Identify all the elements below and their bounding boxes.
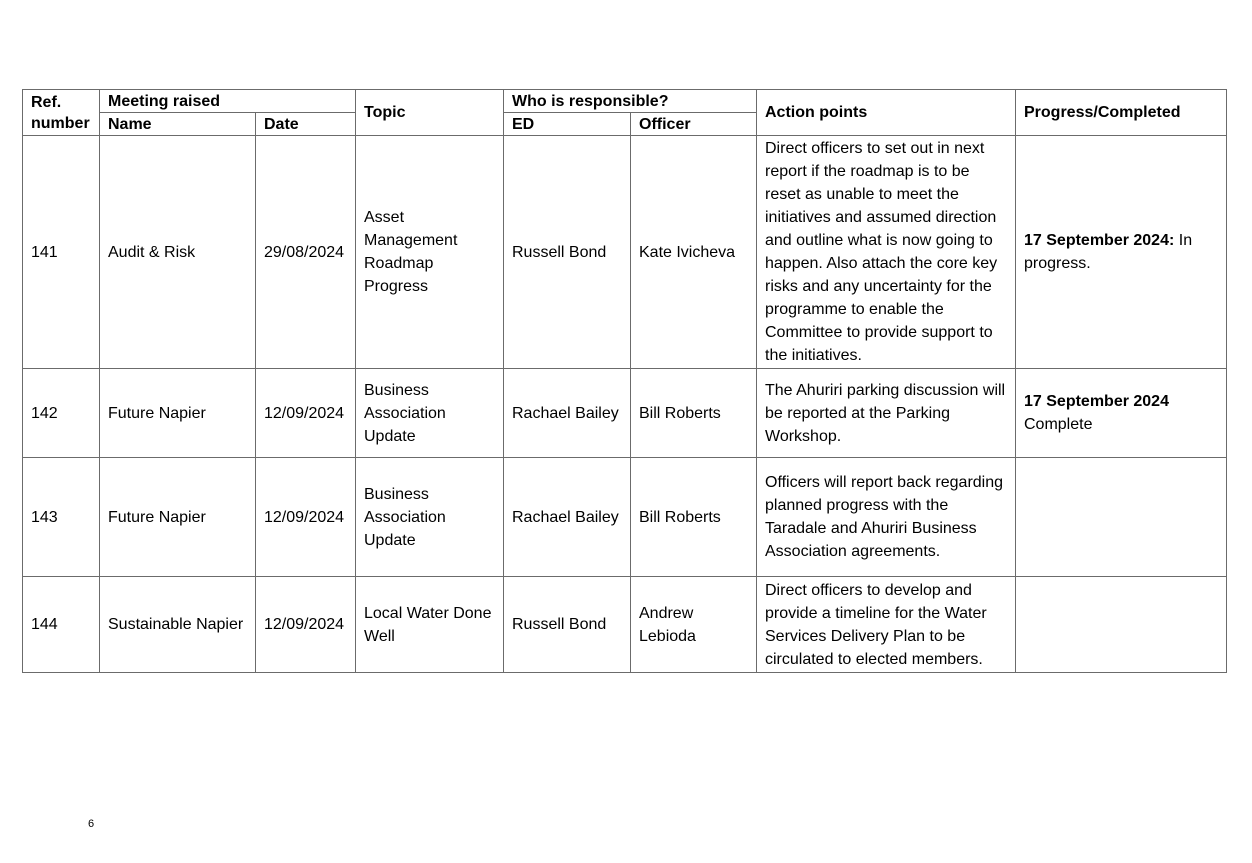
action-points-cell: Officers will report back regarding planned progress with the Taradale and Ahuriri Business Association agreements. (757, 458, 1016, 577)
meeting-name-cell: Future Napier (100, 458, 256, 577)
ed-cell: Rachael Bailey (504, 369, 631, 458)
date-cell: 12/09/2024 (256, 458, 356, 577)
action-points-header: Action points (757, 90, 1016, 136)
action-points-cell: Direct officers to set out in next report if the roadmap is to be reset as unable to meet the initiatives and assumed direction and outline what is now going to happen. Also attach the core key risks and any uncertainty for the programme to enable the Committee to provide support to the initiatives. (757, 136, 1016, 369)
table-row (23, 577, 1227, 673)
officer-header: Officer (631, 113, 757, 136)
officer-cell: Kate Ivicheva (631, 136, 757, 369)
progress-cell (1016, 458, 1227, 577)
meeting-name-cell: Audit & Risk (100, 136, 256, 369)
action-points-table (22, 89, 1227, 673)
officer-cell: Andrew Lebioda (631, 577, 757, 673)
topic-cell: Asset Management Roadmap Progress (356, 136, 504, 369)
date-cell: 12/09/2024 (256, 369, 356, 458)
ed-header: ED (504, 113, 631, 136)
ref-cell: 141 (23, 136, 100, 369)
meeting-raised-header: Meeting raised (100, 90, 356, 113)
progress-cell (1016, 577, 1227, 673)
ed-cell: Rachael Bailey (504, 458, 631, 577)
progress-status: In progress. (1024, 232, 1193, 272)
progress-header: Progress/Completed (1016, 90, 1227, 136)
ed-cell: Russell Bond (504, 136, 631, 369)
topic-cell: Business Association Update (356, 369, 504, 458)
who-responsible-header: Who is responsible? (504, 90, 757, 113)
officer-cell: Bill Roberts (631, 369, 757, 458)
name-header: Name (100, 113, 256, 136)
action-points-cell: The Ahuriri parking discussion will be reported at the Parking Workshop. (757, 369, 1016, 458)
ref-cell: 144 (23, 577, 100, 673)
date-header: Date (256, 113, 356, 136)
progress-date: 17 September 2024: (1024, 232, 1175, 249)
meeting-name-cell: Future Napier (100, 369, 256, 458)
ref-number-header: Ref. number (23, 90, 100, 136)
date-cell: 12/09/2024 (256, 577, 356, 673)
table-row (23, 136, 1227, 369)
topic-header: Topic (356, 90, 504, 136)
topic-cell: Business Association Update (356, 458, 504, 577)
date-cell: 29/08/2024 (256, 136, 356, 369)
progress-status: Complete (1024, 416, 1093, 433)
topic-cell: Local Water Done Well (356, 577, 504, 673)
officer-cell: Bill Roberts (631, 458, 757, 577)
progress-cell (1016, 369, 1227, 458)
ed-cell: Russell Bond (504, 577, 631, 673)
ref-cell: 143 (23, 458, 100, 577)
ref-cell: 142 (23, 369, 100, 458)
progress-date: 17 September 2024 (1024, 393, 1169, 410)
header-row-1 (23, 90, 1227, 113)
progress-cell (1016, 136, 1227, 369)
action-points-cell: Direct officers to develop and provide a timeline for the Water Services Delivery Plan to be circulated to elected members. (757, 577, 1016, 673)
table-row (23, 458, 1227, 577)
table-row (23, 369, 1227, 458)
page-number: 6 (88, 818, 95, 830)
meeting-name-cell: Sustainable Napier (100, 577, 256, 673)
